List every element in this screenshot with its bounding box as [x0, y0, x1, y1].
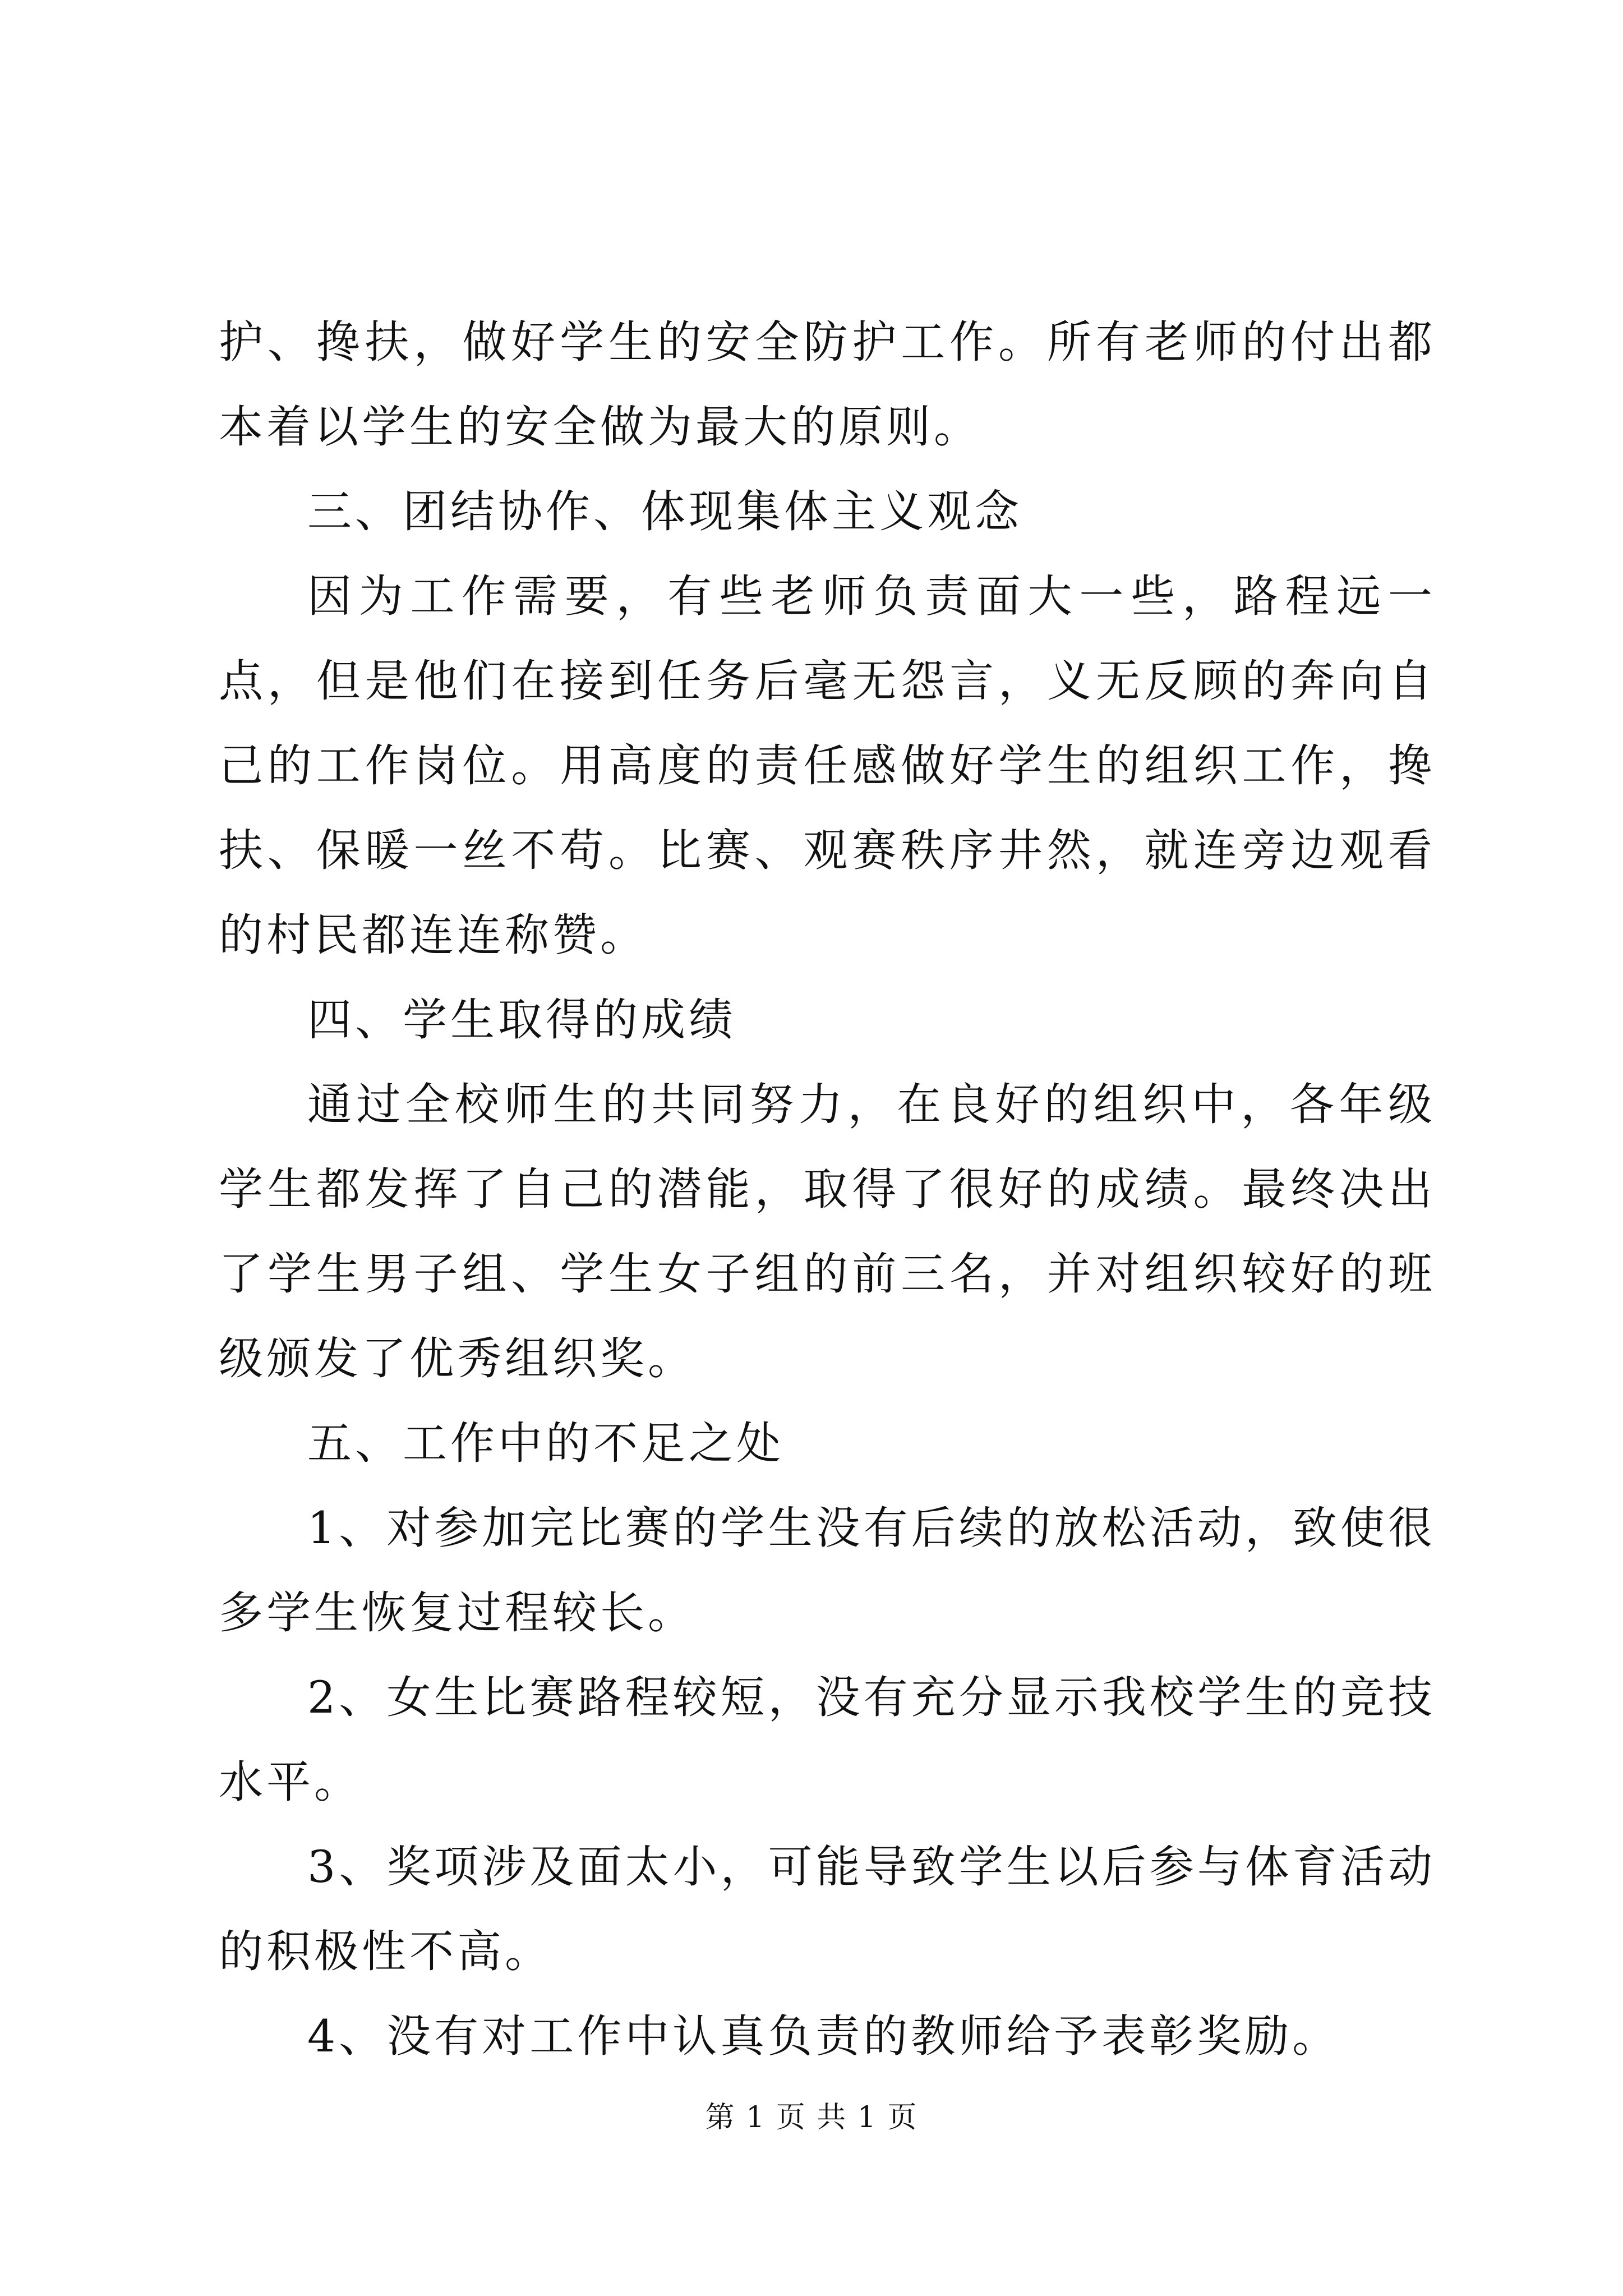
shortcoming-item-4: 4、没有对工作中认真负责的教师给予表彰奖励。: [307, 2010, 1340, 2062]
shortcoming-item-2: 2、女生比赛路程较短，没有充分显示我校学生的竞技水平。: [219, 1672, 1436, 1808]
document-body: [219, 300, 1436, 2079]
section-heading-teamwork: 三、团结协作、体现集体主义观念: [307, 486, 1022, 537]
paragraph-continued: 护、搀扶，做好学生的安全防护工作。所有老师的付出都本着以学生的安全做为最大的原则。: [219, 316, 1436, 453]
shortcoming-item-3: 3、奖项涉及面太小，可能导致学生以后参与体育活动的积极性不高。: [219, 1841, 1436, 1977]
section-heading-shortcomings: 五、工作中的不足之处: [307, 1418, 784, 1469]
page-indicator: 第 1 页 共 1 页: [705, 2101, 918, 2134]
paragraph-results: 通过全校师生的共同努力，在良好的组织中，各年级学生都发挥了自己的潜能，取得了很好的成绩。最终决出了学生男子组、学生女子组的前三名，并对组织较好的班级颁发了优秀组织奖。: [219, 1079, 1436, 1384]
page-footer: [0, 2098, 1623, 2137]
section-heading-results: 四、学生取得的成绩: [307, 994, 736, 1046]
paragraph-teamwork: 因为工作需要，有些老师负责面大一些，路程远一点，但是他们在接到任务后毫无怨言，义无反顾的奔向自己的工作岗位。用高度的责任感做好学生的组织工作，搀扶、保暖一丝不苟。比赛、观赛秩序井然，就连旁边观看的村民都连连称赞。: [219, 570, 1436, 961]
shortcoming-item-1: 1、对参加完比赛的学生没有后续的放松活动，致使很多学生恢复过程较长。: [219, 1502, 1436, 1639]
